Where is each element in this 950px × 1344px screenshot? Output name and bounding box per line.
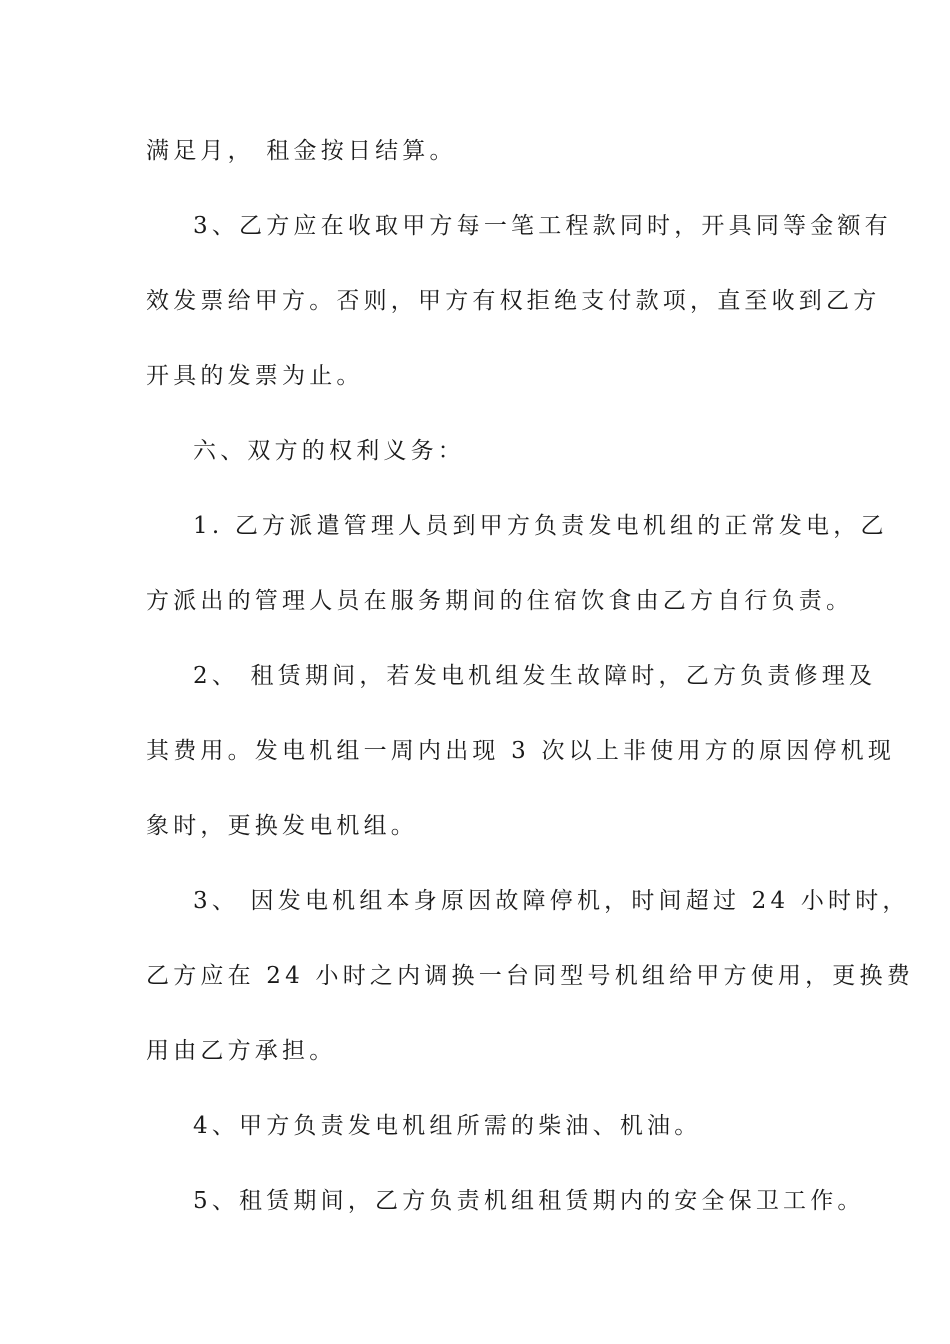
text-line: 效发票给甲方。否则，甲方有权拒绝支付款项，直至收到乙方: [146, 288, 881, 314]
clause-6-4: 4、甲方负责发电机组所需的柴油、机油。: [193, 1113, 702, 1139]
clause-6-1-line-1: 1. 乙方派遣管理人员到甲方负责发电机组的正常发电，乙: [193, 513, 888, 539]
text-line: 象时，更换发电机组。: [146, 813, 418, 839]
clause-5-3-line-1: 3、乙方应在收取甲方每一笔工程款同时，开具同等金额有: [193, 213, 892, 239]
clause-6-3-line-1: 3、 因发电机组本身原因故障停机，时间超过 24 小时时，: [193, 888, 910, 914]
text-line: 满足月， 租金按日结算。: [146, 138, 457, 164]
clause-6-2-line-1: 2、 租赁期间，若发电机组发生故障时，乙方负责修理及: [193, 663, 877, 689]
section-heading: 六、双方的权利义务：: [193, 438, 465, 464]
text-line: 乙方应在 24 小时之内调换一台同型号机组给甲方使用，更换费: [146, 963, 914, 989]
text-line: 开具的发票为止。: [146, 363, 364, 389]
clause-6-5: 5、租赁期间，乙方负责机组租赁期内的安全保卫工作。: [193, 1188, 865, 1214]
text-line: 方派出的管理人员在服务期间的住宿饮食由乙方自行负责。: [146, 588, 854, 614]
text-line: 用由乙方承担。: [146, 1038, 337, 1064]
text-line: 其费用。发电机组一周内出现 3 次以上非使用方的原因停机现: [146, 738, 896, 764]
